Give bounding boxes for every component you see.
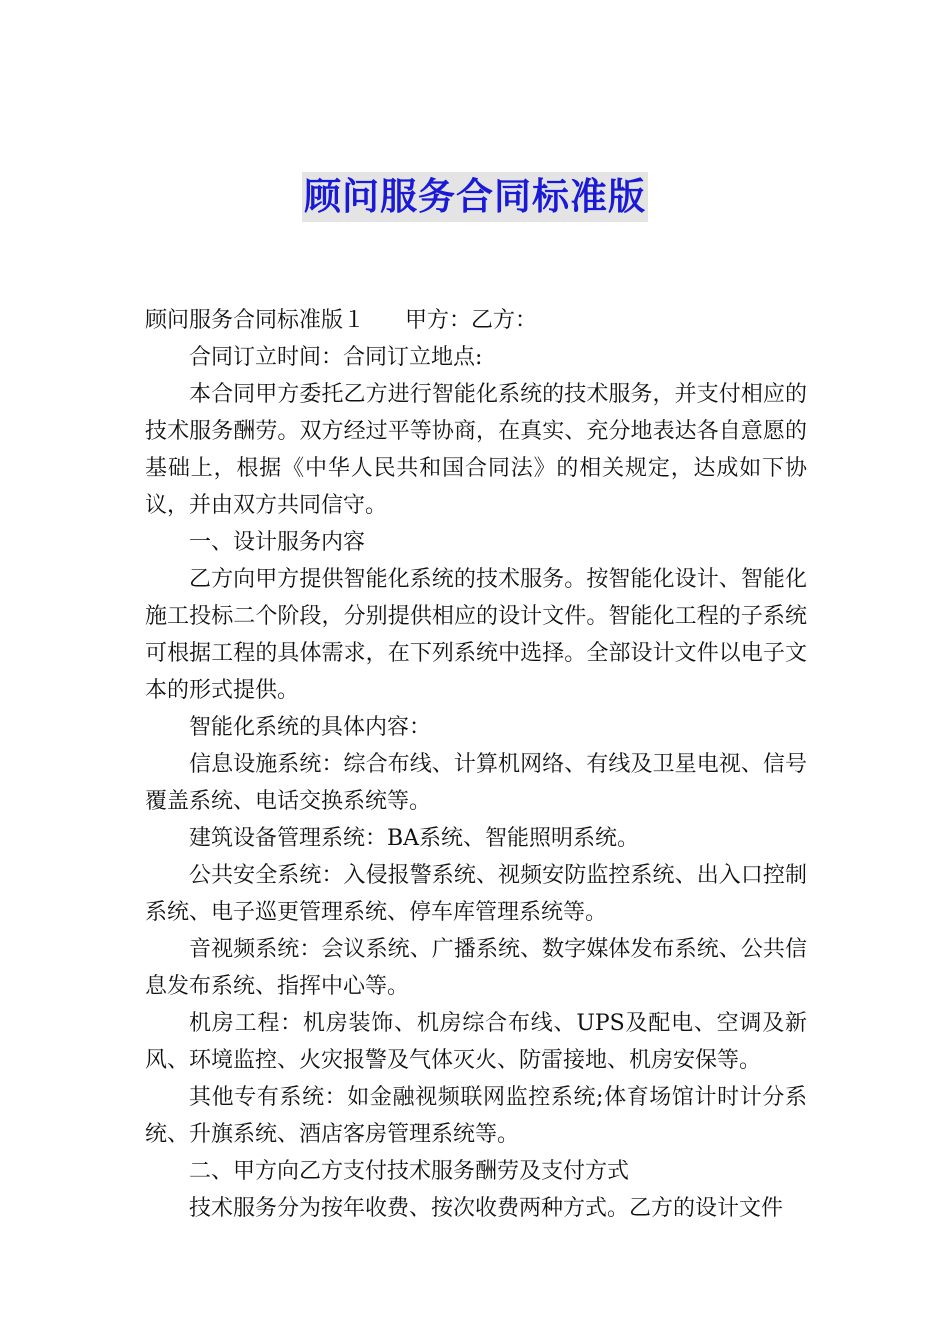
paragraph-fee-methods: 技术服务分为按年收费、按次收费两种方式。乙方的设计文件	[189, 1196, 784, 1221]
paragraph-preamble: 本合同甲方委托乙方进行智能化系统的技术服务，并支付相应的技术服务酬劳。双方经过平等协商，在真实、充分地表达各自意愿的基础上，根据《中华人民共和国合同法》的相关规定，达成如下协议，并由双方共同信守。	[145, 382, 807, 518]
contract-heading: 顾问服务合同标准版１	[145, 308, 366, 333]
paragraph-other-systems: 其他专有系统：如金融视频联网监控系统;体育场馆计时计分系统、升旗系统、酒店客房管理系统等。	[145, 1085, 807, 1147]
document-title-text: 顾问服务合同标准版	[302, 172, 648, 222]
parties-line: 甲方：乙方：	[405, 308, 538, 333]
document-body	[145, 302, 807, 1227]
section-heading-1: 一、设计服务内容	[189, 530, 366, 555]
paragraph-public-safety: 公共安全系统：入侵报警系统、视频安防监控系统、出入口控制系统、电子巡更管理系统、停车库管理系统等。	[145, 863, 807, 925]
paragraph-design-service: 乙方向甲方提供智能化系统的技术服务。按智能化设计、智能化施工投标二个阶段，分别提供相应的设计文件。智能化工程的子系统可根据工程的具体需求，在下列系统中选择。全部设计文件以电子文本的形式提供。	[145, 567, 807, 703]
document-title	[0, 172, 950, 222]
paragraph-time-place: 合同订立时间：合同订立地点:	[189, 345, 483, 370]
paragraph-system-content-heading: 智能化系统的具体内容：	[189, 715, 432, 740]
first-line	[145, 302, 807, 339]
paragraph-machine-room: 机房工程：机房装饰、机房综合布线、UPS及配电、空调及新风、环境监控、火灾报警及气体灭火、防雷接地、机房安保等。	[145, 1011, 807, 1073]
paragraph-building-equipment: 建筑设备管理系统：BA系统、智能照明系统。	[189, 826, 640, 851]
paragraph-audio-video: 音视频系统：会议系统、广播系统、数字媒体发布系统、公共信息发布系统、指挥中心等。	[145, 937, 807, 999]
paragraph-info-facilities: 信息设施系统：综合布线、计算机网络、有线及卫星电视、信号覆盖系统、电话交换系统等。	[145, 752, 807, 814]
section-heading-2: 二、甲方向乙方支付技术服务酬劳及支付方式	[189, 1159, 630, 1184]
